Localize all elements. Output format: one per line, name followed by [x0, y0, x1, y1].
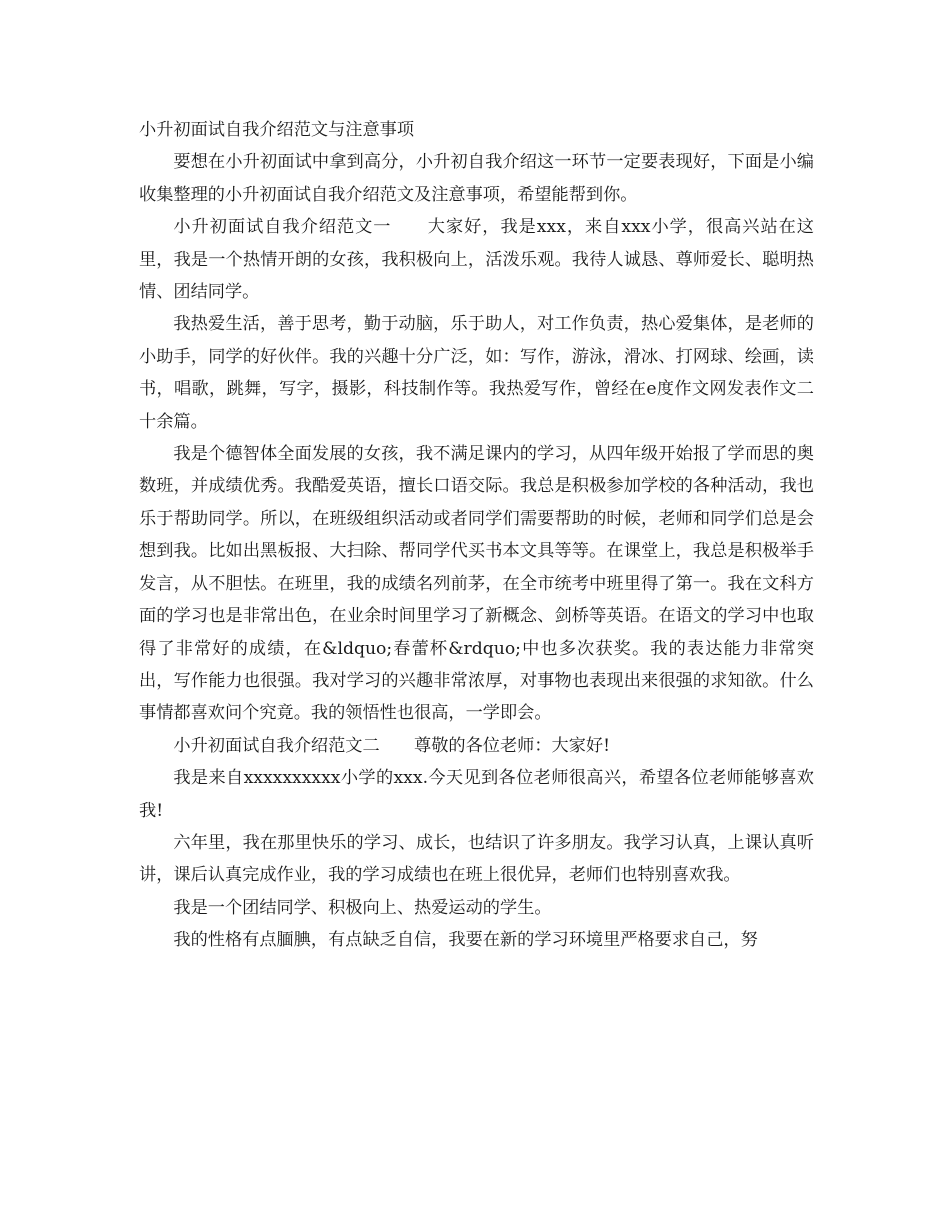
- paragraph-greeting: 我是来自xxxxxxxxxx小学的xxx.今天见到各位老师很高兴，希望各位老师能够喜欢我!: [139, 768, 814, 821]
- paragraph-six-years: 六年里，我在那里快乐的学习、成长，也结识了许多朋友。我学习认真，上课认真听讲，课后认真完成作业，我的学习成绩也在班上很优异，老师们也特别喜欢我。: [139, 832, 814, 886]
- paragraph-intro: 要想在小升初面试中拿到高分，小升初自我介绍这一环节一定要表现好，下面是小编收集整理的小升初面试自我介绍范文及注意事项，希望能帮到你。: [139, 152, 814, 205]
- paragraph-achievements: 我是个德智体全面发展的女孩，我不满足课内的学习，从四年级开始报了学而思的奥数班，并成绩优秀。我酷爱英语，擅长口语交际。我总是积极参加学校的各种活动，我也乐于帮助同学。所以，在班级组织活动或者同学们需要帮助的时候，老师和同学们总是会想到我。比如出黑板报、大扫除、帮同学代买书本文具等等。在课堂上，我总是积极举手发言，从不胆怯。在班里，我的成绩名列前茅，在全市统考中班里得了第一。我在文科方面的学习也是非常出色，在业余时间里学习了新概念、剑桥等英语。在语文的学习中也取得了非常好的成绩，在&ldquo;春蕾杯&rdquo;中也多次获奖。我的表达能力非常突出，写作能力也很强。我对学习的兴趣非常浓厚，对事物也表现出来很强的求知欲。什么事情都喜欢问个究竟。我的领悟性也很高，一学即会。: [139, 444, 814, 724]
- paragraph-hobbies: 我热爱生活，善于思考，勤于动脑，乐于助人，对工作负责，热心爱集体，是老师的小助手，同学的好伙伴。我的兴趣十分广泛，如：写作，游泳，滑冰、打网球、绘画，读书，唱歌，跳舞，写字，摄影，科技制作等。我热爱写作，曾经在e度作文网发表作文二十余篇。: [139, 314, 814, 432]
- paragraph-sample-two: 小升初面试自我介绍范文二 尊敬的各位老师：大家好!: [173, 735, 610, 756]
- paragraph-personality: 我的性格有点腼腆，有点缺乏自信，我要在新的学习环境里严格要求自己，努: [173, 930, 758, 951]
- paragraph-sample-one: 小升初面试自我介绍范文一 大家好，我是xxx，来自xxx小学，很高兴站在这里，我是一个热情开朗的女孩，我积极向上，活泼乐观。我待人诚恳、尊师爱长、聪明热情、团结同学。: [139, 217, 814, 303]
- document-title: 小升初面试自我介绍范文与注意事项: [139, 120, 415, 140]
- document-body: [139, 114, 814, 957]
- paragraph-character: 我是一个团结同学、积极向上、热爱运动的学生。: [173, 897, 552, 918]
